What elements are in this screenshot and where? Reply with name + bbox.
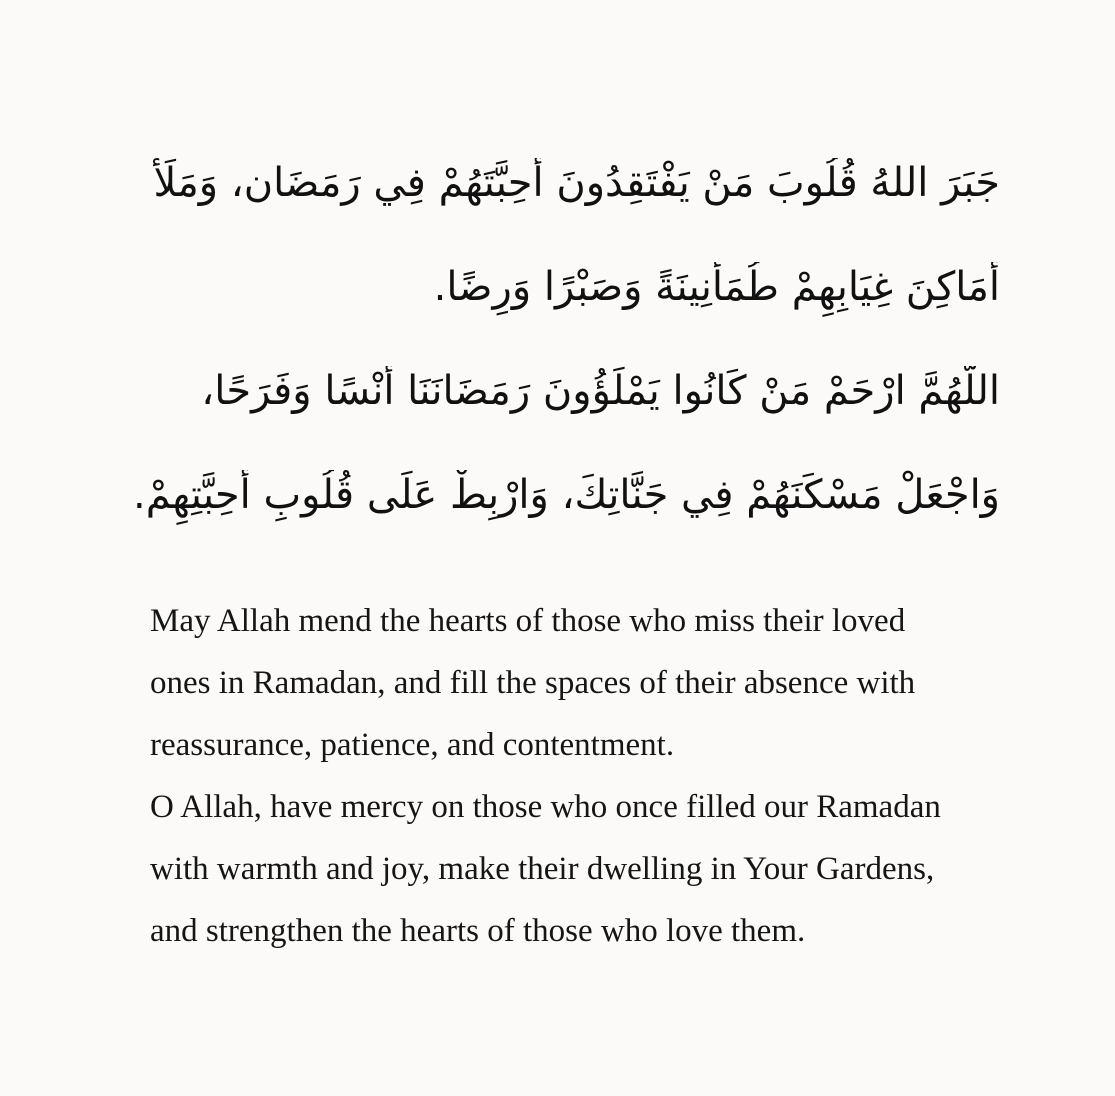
arabic-dua-text: [130, 158, 1000, 574]
arabic-line-3: اللَّهُمَّ ارْحَمْ مَنْ كَانُوا يَمْلَؤُونَ رَمَضَانَنَا أُنْسًا وَفَرَحًا،: [201, 368, 1000, 414]
english-line-4: O Allah, have mercy on those who once filled our Ramadan: [150, 789, 941, 825]
arabic-line-4: وَاجْعَلْ مَسْكَنَهُمْ فِي جَنَّاتِكَ، وَارْبِطْ عَلَى قُلُوبِ أَحِبَّتِهِمْ.: [132, 472, 1000, 518]
english-line-1: May Allah mend the hearts of those who miss their loved: [150, 603, 906, 639]
english-line-5: with warmth and joy, make their dwelling in Your Gardens,: [150, 851, 935, 887]
english-line-3: reassurance, patience, and contentment.: [150, 727, 675, 763]
english-line-2: ones in Ramadan, and fill the spaces of their absence with: [150, 665, 916, 701]
arabic-line-2: أَمَاكِنَ غِيَابِهِمْ طُمَأْنِينَةً وَصَبْرًا وَرِضًا.: [433, 264, 1000, 310]
english-line-6: and strengthen the hearts of those who love them.: [150, 913, 806, 949]
arabic-line-1: جَبَرَ اللهُ قُلُوبَ مَنْ يَفْتَقِدُونَ أَحِبَّتَهُمْ فِي رَمَضَان، وَمَلَأَ: [153, 160, 1000, 206]
english-translation: [150, 590, 1050, 962]
